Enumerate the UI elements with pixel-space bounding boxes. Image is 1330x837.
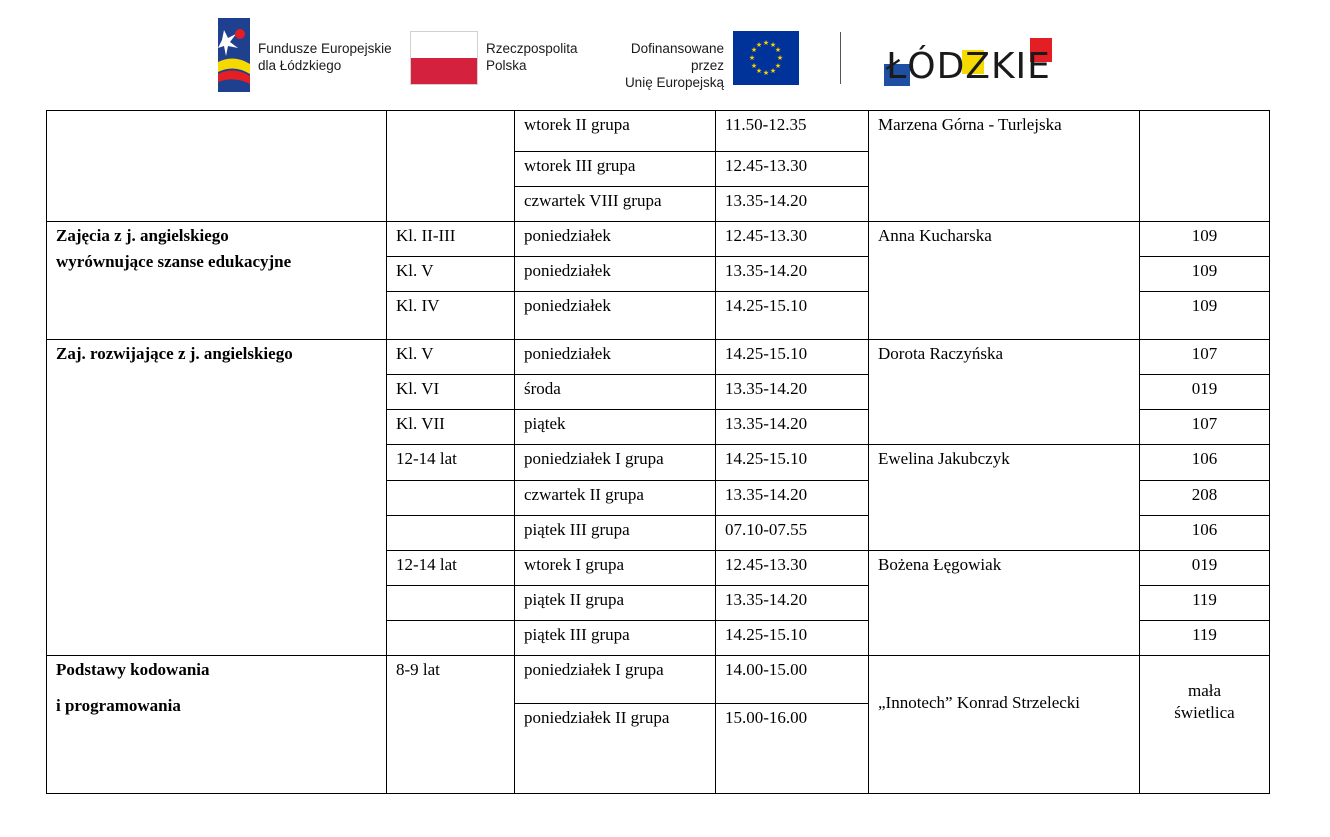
time-cell: 13.35-14.20 — [716, 586, 869, 621]
activity-name-line2: wyrównujące szanse edukacyjne — [56, 252, 292, 271]
room-cell: 107 — [1140, 410, 1270, 445]
time-cell: 12.45-13.30 — [716, 222, 869, 257]
activity-name-cell — [47, 111, 387, 222]
teacher-cell: Bożena Łęgowiak — [869, 551, 1140, 656]
day-cell: poniedziałek — [515, 222, 716, 257]
day-cell: piątek — [515, 410, 716, 445]
fe-line1: Fundusze Europejskie — [258, 41, 392, 56]
group-cell — [387, 481, 515, 516]
time-cell: 14.00-15.00 — [716, 656, 869, 704]
rp-text — [486, 40, 578, 74]
time-cell: 15.00-16.00 — [716, 704, 869, 794]
svg-text:★: ★ — [750, 62, 758, 70]
activity-name-cell — [47, 656, 387, 794]
time-cell: 07.10-07.55 — [716, 516, 869, 551]
table-row — [47, 111, 1270, 152]
svg-text:★: ★ — [762, 39, 770, 47]
table-row — [47, 656, 1270, 704]
room-cell: 109 — [1140, 292, 1270, 340]
logo-divider — [840, 32, 841, 84]
day-cell: poniedziałek I grupa — [515, 445, 716, 481]
room-cell: 119 — [1140, 586, 1270, 621]
svg-text:★: ★ — [750, 46, 758, 54]
room-cell: 109 — [1140, 257, 1270, 292]
day-cell: czwartek II grupa — [515, 481, 716, 516]
time-cell: 13.35-14.20 — [716, 410, 869, 445]
polish-flag-icon — [410, 31, 478, 85]
group-cell: Kl. V — [387, 340, 515, 375]
time-cell: 13.35-14.20 — [716, 187, 869, 222]
time-cell: 14.25-15.10 — [716, 621, 869, 656]
svg-text:★: ★ — [774, 62, 782, 70]
table-row — [47, 222, 1270, 257]
room-cell: 119 — [1140, 621, 1270, 656]
group-cell: Kl. V — [387, 257, 515, 292]
room-cell — [1140, 111, 1270, 222]
day-cell: piątek III grupa — [515, 516, 716, 551]
svg-text:★: ★ — [769, 67, 777, 75]
group-cell: Kl. II-III — [387, 222, 515, 257]
room-cell — [1140, 656, 1270, 794]
activity-name-cell — [47, 222, 387, 340]
time-cell: 14.25-15.10 — [716, 445, 869, 481]
time-cell: 13.35-14.20 — [716, 257, 869, 292]
day-cell: czwartek VIII grupa — [515, 187, 716, 222]
time-cell: 13.35-14.20 — [716, 481, 869, 516]
day-cell: wtorek I grupa — [515, 551, 716, 586]
group-cell — [387, 111, 515, 222]
schedule-table — [46, 110, 1270, 794]
table-row — [47, 340, 1270, 375]
day-cell: wtorek III grupa — [515, 152, 716, 187]
eu-text — [600, 40, 724, 91]
eu-flag-icon — [733, 31, 799, 85]
group-cell: 12-14 lat — [387, 551, 515, 586]
day-cell: poniedziałek — [515, 340, 716, 375]
fe-line2: dla Łódzkiego — [258, 58, 342, 73]
room-line2: świetlica — [1174, 703, 1235, 722]
room-cell: 106 — [1140, 445, 1270, 481]
activity-name-cell: Zaj. rozwijające z j. angielskiego — [47, 340, 387, 656]
time-cell: 14.25-15.10 — [716, 340, 869, 375]
svg-text:★: ★ — [755, 67, 763, 75]
header-logos — [0, 0, 1330, 100]
group-cell: 8-9 lat — [387, 656, 515, 794]
room-line1: mała — [1187, 681, 1222, 700]
day-cell: poniedziałek II grupa — [515, 704, 716, 794]
group-cell — [387, 516, 515, 551]
time-cell: 12.45-13.30 — [716, 152, 869, 187]
time-cell: 13.35-14.20 — [716, 375, 869, 410]
day-cell: wtorek II grupa — [515, 111, 716, 152]
svg-text:★: ★ — [774, 46, 782, 54]
activity-name-line1: Podstawy kodowania — [56, 660, 210, 679]
teacher-cell: Dorota Raczyńska — [869, 340, 1140, 445]
activity-name-line1: Zajęcia z j. angielskiego — [56, 226, 229, 245]
day-cell: poniedziałek — [515, 257, 716, 292]
teacher-cell: Ewelina Jakubczyk — [869, 445, 1140, 551]
room-cell: 107 — [1140, 340, 1270, 375]
lodzkie-logo — [884, 36, 1056, 88]
svg-text:★: ★ — [769, 41, 777, 49]
time-cell: 11.50-12.35 — [716, 111, 869, 152]
time-cell: 14.25-15.10 — [716, 292, 869, 340]
fundusze-europejskie-logo — [218, 18, 250, 92]
day-cell: poniedziałek I grupa — [515, 656, 716, 704]
room-cell: 208 — [1140, 481, 1270, 516]
activity-name-line2: i programowania — [56, 696, 181, 715]
group-cell: Kl. VI — [387, 375, 515, 410]
group-cell — [387, 586, 515, 621]
lodzkie-logo-text: ŁÓDZKIE — [886, 46, 1051, 87]
time-cell: 12.45-13.30 — [716, 551, 869, 586]
group-cell: Kl. VII — [387, 410, 515, 445]
svg-text:★: ★ — [755, 41, 763, 49]
day-cell: poniedziałek — [515, 292, 716, 340]
day-cell: piątek III grupa — [515, 621, 716, 656]
group-cell: Kl. IV — [387, 292, 515, 340]
room-cell: 109 — [1140, 222, 1270, 257]
day-cell: piątek II grupa — [515, 586, 716, 621]
eu-line2: Unię Europejską — [624, 75, 724, 90]
group-cell — [387, 621, 515, 656]
teacher-cell: Marzena Górna - Turlejska — [869, 111, 1140, 222]
room-cell: 106 — [1140, 516, 1270, 551]
rp-line2: Polska — [486, 58, 527, 73]
room-cell: 019 — [1140, 375, 1270, 410]
day-cell: środa — [515, 375, 716, 410]
rp-line1: Rzeczpospolita — [486, 41, 578, 56]
room-cell: 019 — [1140, 551, 1270, 586]
teacher-cell: „Innotech” Konrad Strzelecki — [869, 656, 1140, 794]
teacher-cell: Anna Kucharska — [869, 222, 1140, 340]
eu-line1: Dofinansowane przez — [630, 41, 724, 73]
group-cell: 12-14 lat — [387, 445, 515, 481]
svg-text:★: ★ — [776, 54, 784, 62]
fe-text — [258, 40, 392, 74]
svg-text:★: ★ — [762, 69, 770, 77]
svg-text:★: ★ — [748, 54, 756, 62]
